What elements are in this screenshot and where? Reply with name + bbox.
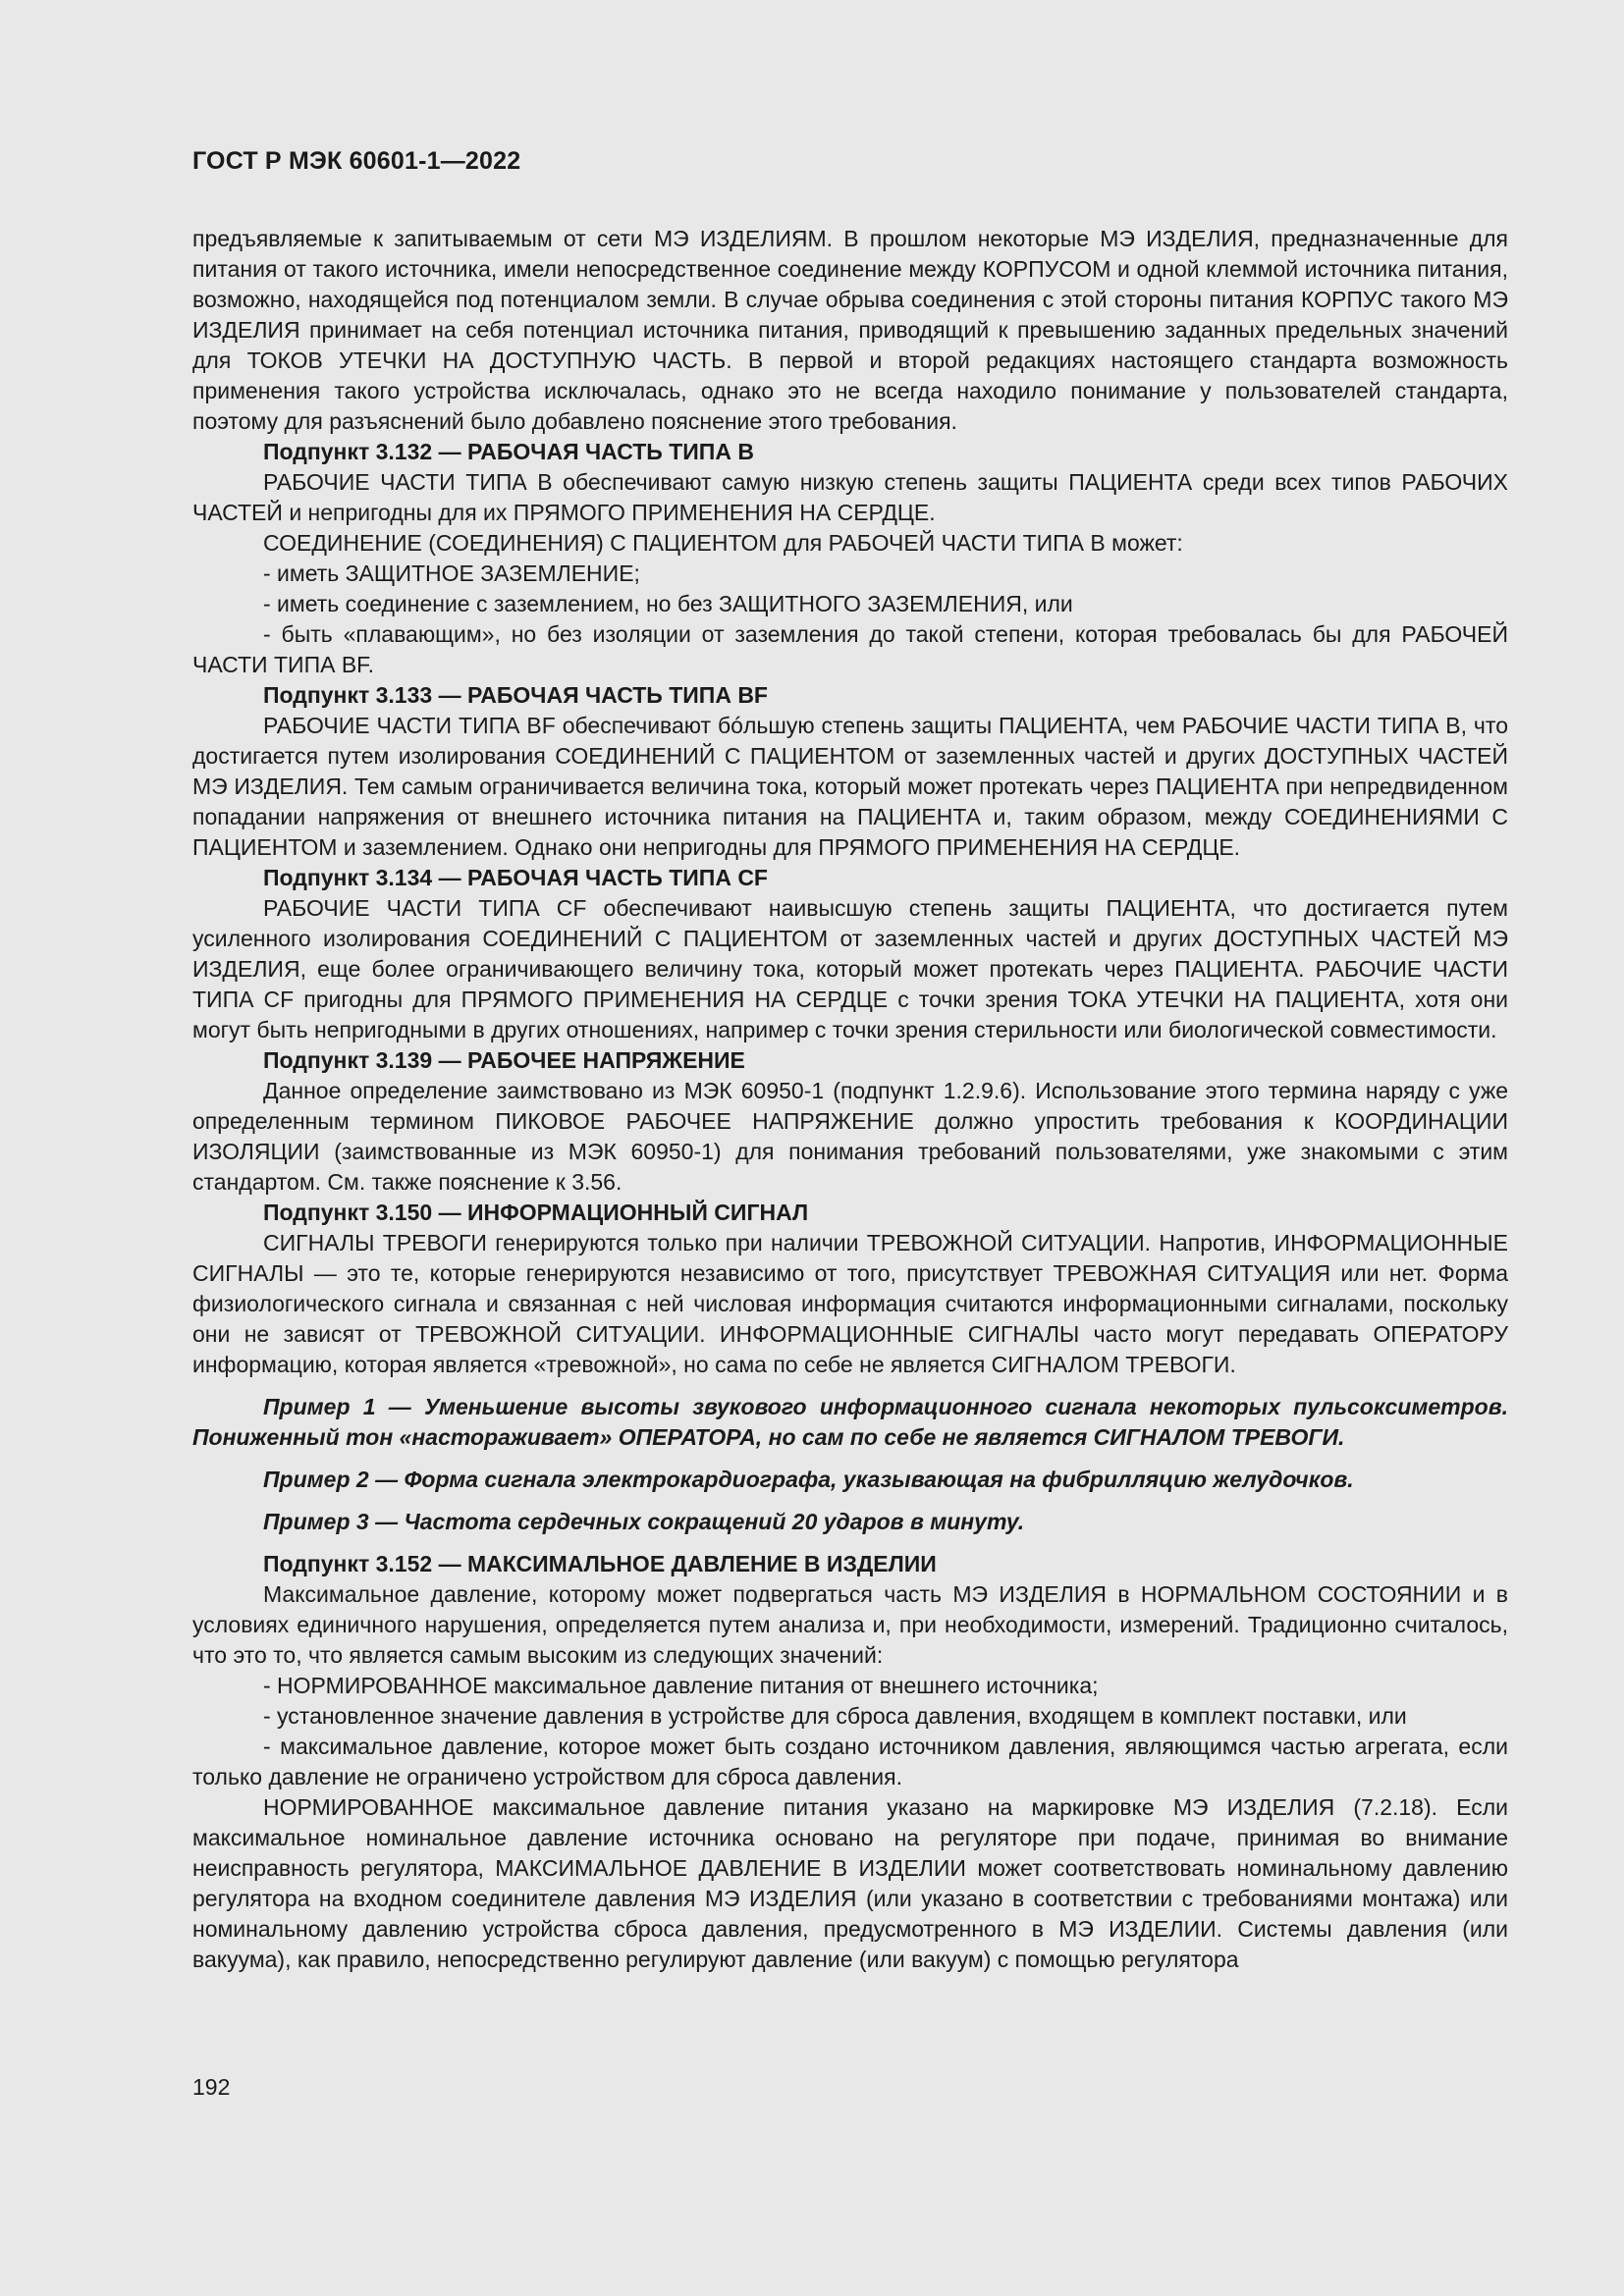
paragraph: РАБОЧИЕ ЧАСТИ ТИПА CF обеспечивают наивысшую степень защиты ПАЦИЕНТА, что достигается путем усиленного изолирования СОЕДИНЕНИЙ С ПАЦИЕНТОМ от заземленных частей и других ДОСТУПНЫХ ЧАСТЕЙ МЭ ИЗДЕЛИЯ, еще более ограничивающего величину тока, который может протекать через ПАЦИЕНТА. РАБОЧИЕ ЧАСТИ ТИПА CF пригодны для ПРЯМОГО ПРИМЕНЕНИЯ НА СЕРДЦЕ с точки зрения ТОКА УТЕЧКИ НА ПАЦИЕНТА, хотя они могут быть непригодными в других отношениях, например с точки зрения стерильности или биологической совместимости. <box>192 895 1508 1042</box>
paragraph: Максимальное давление, которому может подвергаться часть МЭ ИЗДЕЛИЯ в НОРМАЛЬНОМ СОСТОЯНИИ и в условиях единичного нарушения, определяется путем анализа и, при необходимости, измерений. Традиционно считалось, что это то, что является самым высоким из следующих значений: <box>192 1581 1508 1668</box>
example-1: Пример 1 — Уменьшение высоты звукового информационного сигнала некоторых пульсоксиметров. Пониженный тон «настораживает» ОПЕРАТОРА, но сам по себе не является СИГНАЛОМ ТРЕВОГИ. <box>192 1394 1508 1450</box>
section-heading-3-134: Подпункт 3.134 — РАБОЧАЯ ЧАСТЬ ТИПА CF <box>263 865 768 890</box>
document-header: ГОСТ Р МЭК 60601-1—2022 <box>192 147 521 175</box>
paragraph: НОРМИРОВАННОЕ максимальное давление питания указано на маркировке МЭ ИЗДЕЛИЯ (7.2.18). Если максимальное номинальное давление источника основано на регуляторе при подаче, принимая во внимание неисправность регулятора, МАКСИМАЛЬНОЕ ДАВЛЕНИЕ В ИЗДЕЛИИ может соответствовать номинальному давлению регулятора на входном соединителе давления МЭ ИЗДЕЛИЯ (или указано в соответствии с требованиями монтажа) или номинальному давлению устройства сброса давления, предусмотренного в МЭ ИЗДЕЛИИ. Системы давления (или вакуума), как правило, непосредственно регулируют давление (или вакуум) с помощью регулятора <box>192 1794 1508 1972</box>
paragraph: СИГНАЛЫ ТРЕВОГИ генерируются только при наличии ТРЕВОЖНОЙ СИТУАЦИИ. Напротив, ИНФОРМАЦИОННЫЕ СИГНАЛЫ — это те, которые генерируются независимо от того, присутствует ТРЕВОЖНАЯ СИТУАЦИЯ или нет. Форма физиологического сигнала и связанная с ней числовая информация считаются информационными сигналами, поскольку они не зависят от ТРЕВОЖНОЙ СИТУАЦИИ. ИНФОРМАЦИОННЫЕ СИГНАЛЫ часто могут передавать ОПЕРАТОРУ информацию, которая является «тревожной», но сама по себе не является СИГНАЛОМ ТРЕВОГИ. <box>192 1230 1508 1377</box>
list-item: - быть «плавающим», но без изоляции от заземления до такой степени, которая требовалась бы для РАБОЧЕЙ ЧАСТИ ТИПА BF. <box>192 621 1508 677</box>
list-item: - НОРМИРОВАННОЕ максимальное давление питания от внешнего источника; <box>263 1673 1099 1698</box>
list-item: - максимальное давление, которое может быть создано источником давления, являющимся частью агрегата, если только давление не ограничено устройством для сброса давления. <box>192 1734 1508 1789</box>
section-heading-3-150: Подпункт 3.150 — ИНФОРМАЦИОННЫЙ СИГНАЛ <box>263 1200 809 1225</box>
paragraph: СОЕДИНЕНИЕ (СОЕДИНЕНИЯ) С ПАЦИЕНТОМ для РАБОЧЕЙ ЧАСТИ ТИПА В может: <box>263 530 1183 556</box>
paragraph: РАБОЧИЕ ЧАСТИ ТИПА BF обеспечивают бóльшую степень защиты ПАЦИЕНТА, чем РАБОЧИЕ ЧАСТИ ТИПА В, что достигается путем изолирования СОЕДИНЕНИЙ С ПАЦИЕНТОМ от заземленных частей и других ДОСТУПНЫХ ЧАСТЕЙ МЭ ИЗДЕЛИЯ. Тем самым ограничивается величина тока, который может протекать через ПАЦИЕНТА при непредвиденном попадании напряжения от внешнего источника питания на ПАЦИЕНТА и, таким образом, между СОЕДИНЕНИЯМИ С ПАЦИЕНТОМ и заземлением. Однако они непригодны для ПРЯМОГО ПРИМЕНЕНИЯ НА СЕРДЦЕ. <box>192 713 1508 860</box>
list-item: - иметь ЗАЩИТНОЕ ЗАЗЕМЛЕНИЕ; <box>263 561 640 586</box>
page-number: 192 <box>192 2074 231 2100</box>
paragraph: Данное определение заимствовано из МЭК 60950-1 (подпункт 1.2.9.6). Использование этого термина наряду с уже определенным термином ПИКОВОЕ РАБОЧЕЕ НАПРЯЖЕНИЕ должно упростить требования к КООРДИНАЦИИ ИЗОЛЯЦИИ (заимствованные из МЭК 60950-1) для понимания требований пользователями, уже знакомыми с этим стандартом. См. также пояснение к 3.56. <box>192 1078 1508 1195</box>
document-body <box>192 224 1508 1975</box>
example-2: Пример 2 — Форма сигнала электрокардиографа, указывающая на фибрилляцию желудочков. <box>263 1467 1354 1492</box>
paragraph: РАБОЧИЕ ЧАСТИ ТИПА В обеспечивают самую низкую степень защиты ПАЦИЕНТА среди всех типов РАБОЧИХ ЧАСТЕЙ и непригодны для их ПРЯМОГО ПРИМЕНЕНИЯ НА СЕРДЦЕ. <box>192 469 1508 525</box>
section-heading-3-133: Подпункт 3.133 — РАБОЧАЯ ЧАСТЬ ТИПА BF <box>263 682 768 708</box>
paragraph: предъявляемые к запитываемым от сети МЭ ИЗДЕЛИЯМ. В прошлом некоторые МЭ ИЗДЕЛИЯ, предназначенные для питания от такого источника, имели непосредственное соединение между КОРПУСОМ и одной клеммой источника питания, возможно, находящейся под потенциалом земли. В случае обрыва соединения с этой стороны питания КОРПУС такого МЭ ИЗДЕЛИЯ принимает на себя потенциал источника питания, приводящий к превышению заданных предельных значений для ТОКОВ УТЕЧКИ НА ДОСТУПНУЮ ЧАСТЬ. В первой и второй редакциях настоящего стандарта возможность применения такого устройства исключалась, однако это не всегда находило понимание у пользователей стандарта, поэтому для разъяснений было добавлено пояснение этого требования. <box>192 226 1508 434</box>
list-item: - иметь соединение с заземлением, но без ЗАЩИТНОГО ЗАЗЕМЛЕНИЯ, или <box>263 591 1073 616</box>
section-heading-3-139: Подпункт 3.139 — РАБОЧЕЕ НАПРЯЖЕНИЕ <box>263 1047 745 1073</box>
section-heading-3-132: Подпункт 3.132 — РАБОЧАЯ ЧАСТЬ ТИПА В <box>263 439 754 464</box>
section-heading-3-152: Подпункт 3.152 — МАКСИМАЛЬНОЕ ДАВЛЕНИЕ В ИЗДЕЛИИ <box>263 1551 937 1576</box>
example-3: Пример 3 — Частота сердечных сокращений 20 ударов в минуту. <box>263 1509 1025 1534</box>
list-item: - установленное значение давления в устройстве для сброса давления, входящем в комплект поставки, или <box>263 1703 1407 1729</box>
